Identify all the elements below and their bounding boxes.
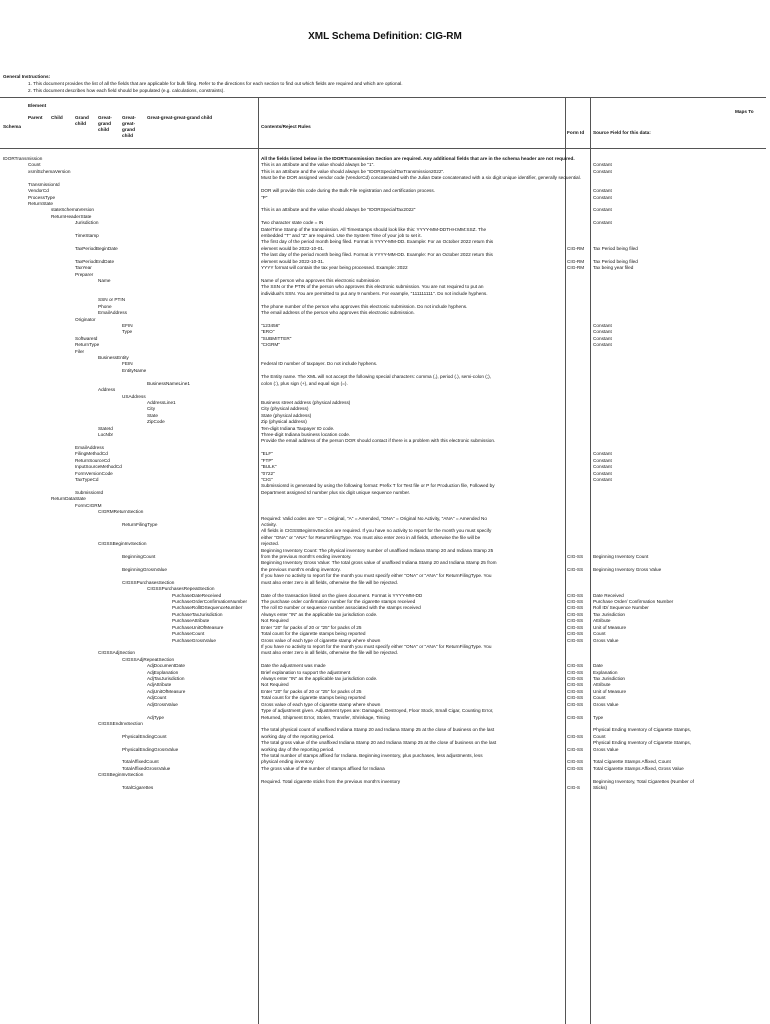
content-rule: Zip (physical address) — [261, 419, 307, 425]
content-rule: The total number of stamps affixed for Indiana. Beginning inventory, plus purchases, less adjustments, less — [261, 753, 483, 759]
content-rule: Three-digit Indiana business location code. — [261, 432, 351, 438]
content-rule: The gross value of the number of stamps affixed for Indiana — [261, 765, 385, 771]
element-name: PurchaseDateReceived — [172, 592, 222, 598]
content-rule: physical ending inventory — [261, 759, 314, 765]
source-field: Physical Ending Inventory of Cigarette Stamps, — [593, 727, 691, 733]
form-id: CIG-SS — [567, 733, 584, 739]
content-rule: If you have no activity to report for the month you must specify either "ONA" or "ANA" for ReturnFilingType. You — [261, 643, 492, 649]
element-name: Preparer — [75, 271, 94, 277]
source-field: Explanation — [593, 669, 618, 675]
element-name: FilingMethodCd — [75, 451, 108, 457]
content-rule: This is an attribute and the value should always be "IDORSpecialTaxTransmission2022". — [261, 168, 445, 174]
source-field: Roll ID/ Sequence Number — [593, 605, 649, 611]
content-rule: This is an attribute and the value should always be "IDORSpecialTax2022" — [261, 207, 416, 213]
element-name: BusinessEntity — [98, 355, 129, 361]
element-name: Address — [98, 387, 116, 393]
source-field: Tax Jurisdiction — [593, 676, 626, 682]
content-rule: Name of person who approves this electronic submission — [261, 277, 380, 283]
content-rule: Must be the DOR assigned vendor code (VendorCd) concatenated with the Julian Date concatenated with a six digit unique identifier, generally sequential. — [261, 175, 581, 181]
header-ggg-child: Great-great-grand child — [122, 115, 136, 138]
header-form-id: Form Id — [567, 130, 585, 135]
element-name: TaxTypeCd — [75, 477, 99, 482]
source-field: Constant — [593, 168, 612, 174]
element-name: PhysicalEndingCount — [122, 733, 167, 739]
content-rule: Date the adjustment was made — [261, 663, 326, 669]
content-rule: If you have no activity to report for the month you must specify either "ONA" or "ANA" for ReturnFilingType. You — [261, 573, 492, 579]
content-rule: The phone number of the person who approves this electronic submission. Do not include hyphens. — [261, 303, 468, 309]
element-name: CIGSSEndInvSection — [98, 720, 143, 726]
source-field: Date — [593, 663, 603, 669]
content-rule: The purchase order confirmation number for the cigarette stamps received — [261, 598, 416, 604]
header-element: Element — [28, 103, 47, 108]
column-rule-form-id — [565, 97, 566, 1024]
content-rule: Beginning Inventory Gross Value: The total gross value of unaffixed Indiana Stamp 20 and Indiana Stamp 25 from — [261, 560, 497, 566]
content-rule: working day of the reporting period. — [261, 733, 335, 739]
form-id: CIG-SS — [567, 746, 584, 752]
element-name: ReturnFilingType — [122, 521, 158, 527]
element-name: ReturnHeaderState — [51, 213, 92, 219]
element-name: TransmissionId — [28, 181, 60, 187]
element-name: AdjExplanation — [147, 669, 179, 675]
element-name: AdjUnitOfMeasure — [147, 688, 186, 694]
element-name: Phone — [98, 303, 112, 309]
source-field: Purchase Order/ Confirmation Number — [593, 598, 674, 604]
element-name: CIGSSPurchasesRepeatSection — [147, 586, 215, 592]
element-name: AddressLine1 — [147, 399, 176, 405]
source-field: Unit of Measure — [593, 688, 627, 694]
content-rule: Always enter "IN" as the applicable tax jurisdiction code. — [261, 611, 378, 617]
source-field: Type — [593, 714, 604, 720]
general-instruction-2: 2. This document describes how each field should be populated (e.g. calculations, constraints). — [28, 88, 225, 93]
content-rule: embedded "T" and "Z" are required. Use the System Time of your job to set it. — [261, 233, 422, 239]
source-field: Constant — [593, 329, 612, 335]
element-name: VendorCd — [28, 188, 49, 194]
content-rule: Provide the email address of the person DOR should contact if there is a problem with this electronic submission. — [261, 438, 496, 444]
form-id: CIG-SS — [567, 759, 584, 765]
content-rule: element would be 2022-10-01. — [261, 245, 325, 251]
element-name: AdjGrossValue — [147, 701, 178, 707]
header-schema: Schema — [3, 124, 21, 129]
element-name: PurchaseCount — [172, 631, 205, 637]
source-field: Gross Value — [593, 746, 619, 752]
content-rule: Not Required — [261, 682, 289, 688]
source-field: Beginning Inventory Count — [593, 554, 649, 560]
element-name: CIGSSAdjRepeatSection — [122, 656, 175, 662]
element-name: FEIN — [122, 361, 133, 367]
element-name: AdjAttribute — [147, 682, 172, 688]
source-field: Constant — [593, 194, 612, 200]
element-name: PurchaseRollIDSequenceNumber — [172, 605, 243, 611]
content-rule: individual's SSN. You are permitted to put any 9 numbers. For example, "111111111". Do not include hyphens. — [261, 290, 488, 296]
content-rule: Federal ID number of taxpayer. Do not include hyphens. — [261, 361, 378, 367]
element-name: TotalAffixedCount — [122, 759, 159, 765]
source-field: Constant — [593, 451, 612, 457]
element-name: ZipCode — [147, 419, 165, 425]
source-field: Beginning Inventory Gross Value — [593, 566, 662, 572]
element-name: ReturnSourceCd — [75, 457, 110, 463]
content-rule: Gross value of each type of cigarette stamp where shown — [261, 637, 381, 643]
element-name: EmailAddress — [98, 310, 127, 316]
content-rule: Beginning Inventory Count: The physical inventory number of unaffixed Indiana Stamp 20 and Indiana Stamp 25 — [261, 547, 494, 553]
element-name: AdjCount — [147, 695, 167, 701]
content-rule: State (physical address) — [261, 412, 312, 418]
content-rule: "P" — [261, 194, 268, 200]
form-id: CIG-SS — [567, 611, 584, 617]
content-rule: This is an attribute and the value should always be "1". — [261, 162, 375, 168]
header-maps-to: Maps To — [735, 109, 754, 114]
content-rule: "ERO" — [261, 329, 275, 335]
content-rule: either "ONA" or "ANA" for ReturnFilingType. You must also enter zero in all fields, otherwise the file will be — [261, 534, 481, 540]
element-name: ReturnDataState — [51, 496, 86, 502]
content-rule: Brief explanation to support the adjustment — [261, 669, 351, 675]
element-name: PurchaseTaxJurisdiction — [172, 611, 223, 617]
element-name: State — [147, 412, 158, 418]
element-name: CIGSSBeginInvSection — [98, 541, 147, 547]
source-field: Tax Jurisdiction — [593, 611, 626, 617]
general-instructions-label: General Instructions: — [3, 74, 51, 79]
element-name: IDORTransmission — [3, 156, 43, 161]
element-name: CIGSBeginInvSection — [98, 772, 144, 778]
element-name: FormVersionCode — [75, 470, 113, 476]
content-rule: rejected. — [261, 541, 279, 547]
source-field: Constant — [593, 464, 612, 470]
source-field: Constant — [593, 335, 612, 341]
content-rule: "CIGRM" — [261, 342, 280, 348]
element-name: AdjDocumentDate — [147, 663, 186, 669]
element-name: SubmissionId — [75, 489, 104, 495]
form-id: CIG-RM — [567, 245, 585, 251]
content-rule: The total gross value of the unaffixed Indiana Stamp 20 and Indiana Stamp 25 at the close of business on the last — [261, 740, 497, 746]
element-name: SoftwareId — [75, 335, 98, 341]
content-rule: City (physical address) — [261, 406, 309, 412]
form-id: CIG-SS — [567, 695, 584, 701]
form-id: CIG-SS — [567, 592, 584, 598]
source-field: Tax Period being filed — [593, 245, 638, 251]
source-field: Attribute — [593, 618, 611, 624]
form-id: CIG-SS — [567, 688, 584, 694]
content-rule: The SSN or the PTIN of the person who approves this electronic submission. You are not required to put an — [261, 284, 484, 290]
element-name: PhysicalEndingGrossValue — [122, 746, 179, 752]
element-name: EFIN — [122, 322, 133, 328]
content-rule: All the fields listed below in the IDORTransmission Section are required. Any additional fields that are in the schema header are not required. — [261, 156, 575, 161]
source-field: Gross Value — [593, 701, 619, 707]
element-name: ReturnType — [75, 342, 100, 348]
element-name: Count — [28, 162, 41, 168]
element-name: SSN or PTIN — [98, 297, 126, 303]
content-rule: Total count for the cigarette stamps being reported — [261, 695, 366, 701]
source-field: Tax Period being filed — [593, 258, 638, 264]
content-rule: "ELF" — [261, 451, 273, 457]
element-name: Name — [98, 277, 111, 283]
source-field: Total Cigarette Stamps Affixed, Count — [593, 759, 671, 765]
form-id: CIG-SS — [567, 714, 584, 720]
source-field: Constant — [593, 220, 612, 226]
element-name: StateId — [98, 425, 113, 431]
source-field: Total Cigarette Stamps Affixed, Gross Value — [593, 765, 684, 771]
content-rule: The first day of the period month being filed. Format is YYYY-MM-DD. Example: For an October 2022 return this — [261, 239, 494, 245]
content-rule: Required: Valid codes are "O" = Original, "A" = Amended, "ONA" = Original No Activity, "ANA" = Amended No — [261, 515, 488, 521]
element-name: BusinessNameLine1 — [147, 380, 190, 386]
element-name: Jurisdiction — [75, 220, 99, 226]
element-name: CIGRMReturnSection — [98, 509, 144, 515]
element-name: EmailAddress — [75, 444, 104, 450]
form-id: CIG-SS — [567, 605, 584, 611]
content-rule: the previous month's ending inventory. — [261, 566, 341, 572]
content-rule: Returned, Shipment Error, Stolen, Transfer, Shrinkage, Timing — [261, 714, 390, 720]
content-rule: Total count for the cigarette stamps being reported — [261, 631, 366, 637]
element-name: stateSchemaVersion — [51, 207, 94, 213]
content-rule: Enter "20" for packs of 20 or "25" for packs of 25 — [261, 624, 362, 630]
element-name: EntityName — [122, 367, 147, 373]
element-name: InputSourceMethodCd — [75, 464, 122, 470]
source-field: Tax being year filed — [593, 265, 634, 271]
source-field: Sticks) — [593, 785, 608, 791]
element-name: PurchaseAttribute — [172, 618, 210, 624]
source-field: Constant — [593, 457, 612, 463]
form-id: CIG-RM — [567, 258, 585, 264]
content-rule: Business street address (physical address) — [261, 399, 351, 405]
element-name: PurchaseOrderConfirmationNumber — [172, 598, 248, 604]
element-name: BeginningGrossValue — [122, 566, 167, 572]
source-field: Constant — [593, 322, 612, 328]
column-rule-source — [590, 97, 591, 1024]
element-name: BeginningCount — [122, 554, 156, 560]
content-rule: The email address of the person who approves this electronic submission. — [261, 310, 415, 316]
element-name: TotalCigarettes — [122, 785, 154, 791]
source-field: Date Received — [593, 592, 624, 598]
element-name: AdjTaxJurisdiction — [147, 676, 185, 682]
content-rule: The roll ID number or sequence number associated with the stamps received — [261, 605, 421, 611]
content-rule: Two character state code = IN — [261, 220, 324, 226]
source-field: Constant — [593, 188, 612, 194]
content-rule: Department assigned Id number plus six digit unique sequence number. — [261, 489, 411, 495]
content-rule: The total physical count of unaffixed Indiana Stamp 20 and Indiana Stamp 25 at the close of business on the last — [261, 727, 495, 733]
content-rule: working day of the reporting period. — [261, 746, 335, 752]
element-name: AdjType — [147, 714, 164, 720]
element-name: ProcessType — [28, 194, 56, 200]
form-id: CIG-SS — [567, 554, 584, 560]
content-rule: Not Required — [261, 618, 289, 624]
source-field: Unit of Measure — [593, 624, 627, 630]
general-instruction-1: 1. This document provides the list of all the fields that are applicable for bulk filing. Refer to the directions for each section to find out which fields are required and which are optional. — [28, 81, 403, 86]
form-id: CIG-SS — [567, 598, 584, 604]
form-id: CIG-SS — [567, 663, 584, 669]
content-rule: Ten-digit Indiana Taxpayer ID code. — [261, 425, 335, 431]
element-name: CIGSSAdjSection — [98, 650, 135, 656]
header-grand-child: Grand child — [75, 115, 89, 126]
form-id: CIG-SS — [567, 631, 584, 637]
content-rule: DOR will provide this code during the Bulk File registration and certification process. — [261, 188, 436, 194]
header-child: Child — [51, 115, 63, 120]
header-source-field: Source Field for this data: — [593, 130, 651, 135]
element-name: TotalAffixedGrossValue — [122, 765, 171, 771]
content-rule: "FTP" — [261, 457, 274, 463]
page-title: XML Schema Definition: CIG-RM — [308, 31, 462, 42]
content-rule: All fields in CIGSSBeginInvSection are required. If you have no activity to report for the month you must specify — [261, 528, 492, 534]
source-field: Beginning Inventory, Total Cigarettes (Number of — [593, 778, 694, 784]
content-rule: Date/Time Stamp of the transmission. All Timestamps should look like this: YYYY-MM-DDTHH:MM:SSZ. The — [261, 226, 487, 232]
source-field: Physical Ending Inventory of Cigarette Stamps, — [593, 740, 691, 746]
element-name: xsmlSchemaVersion — [28, 168, 71, 174]
header-great-grand-child: Great-grand child — [98, 115, 112, 132]
element-name: City — [147, 406, 156, 412]
form-id: CIG-SS — [567, 701, 584, 707]
source-field: Constant — [593, 477, 612, 482]
header-parent: Parent — [28, 115, 43, 120]
form-id: CIG-SS — [567, 682, 584, 688]
content-rule: The Entity name. The XML will not accept the following special characters: comma (,), period (.), semi-colon (;), — [261, 374, 492, 380]
header-divider-top — [0, 97, 766, 98]
content-rule: Enter "20" for packs of 20 or "25" for packs of 25 — [261, 688, 362, 694]
element-name: ReturnState — [28, 200, 54, 206]
element-name: TaxPeriodBeginDate — [75, 245, 118, 251]
element-name: PurchaseGrossValue — [172, 637, 216, 643]
content-rule: "CIG" — [261, 477, 273, 482]
source-field: Attribute — [593, 682, 611, 688]
element-name: Type — [122, 329, 133, 335]
content-rule: must also enter zero in all fields, otherwise the file will be rejected. — [261, 579, 399, 585]
content-rule: "SUBMITTER" — [261, 335, 292, 341]
element-name: PurchaseUnitOfMeasure — [172, 624, 224, 630]
element-name: FormCIGRM — [75, 502, 102, 508]
source-field: Constant — [593, 162, 612, 168]
element-name: Filer — [75, 348, 85, 354]
source-field: Gross Value — [593, 637, 619, 643]
element-name: TaxPeriodEndDate — [75, 258, 115, 264]
header-divider-bottom — [0, 148, 766, 149]
form-id: CIG-SS — [567, 676, 584, 682]
form-id: CIG-SS — [567, 765, 584, 771]
form-id: CIG-SS — [567, 624, 584, 630]
content-rule: element would be 2022-10-31. — [261, 258, 325, 264]
form-id: CIG-SS — [567, 566, 584, 572]
content-rule: YYYY format will contain the tax year being processed. Example: 2022 — [261, 265, 408, 271]
element-name: USAddress — [122, 393, 146, 399]
source-field: Count — [593, 631, 606, 637]
source-field: Constant — [593, 342, 612, 348]
source-field: Constant — [593, 207, 612, 213]
content-rule: Activity. — [261, 521, 277, 527]
header-contents: Contents/Reject Rules — [261, 124, 311, 129]
content-rule: colon (:), plus sign (+), and equal sign (=). — [261, 380, 348, 386]
source-field: Count — [593, 733, 606, 739]
form-id: CIG-S — [567, 785, 581, 791]
content-rule: Gross value of each type of cigarette stamp where shown — [261, 701, 381, 707]
content-rule: "123456" — [261, 322, 280, 328]
content-rule: Required. Total cigarette sticks from the previous month's inventory — [261, 778, 401, 784]
form-id: CIG-SS — [567, 637, 584, 643]
content-rule: "0722" — [261, 470, 275, 476]
content-rule: from the previous month's ending inventory. — [261, 554, 352, 560]
element-name: Originator — [75, 316, 96, 322]
content-rule: Always enter "IN" as the applicable tax jurisdiction code. — [261, 676, 378, 682]
form-id: CIG-SS — [567, 618, 584, 624]
column-rule-contents — [258, 97, 259, 1024]
element-name: TaxYear — [75, 265, 92, 271]
source-field: Constant — [593, 470, 612, 476]
form-id: CIG-SS — [567, 669, 584, 675]
content-rule: "BULK" — [261, 464, 277, 470]
element-name: TimeStamp — [75, 233, 99, 239]
element-name: CIGSSPurchasesSection — [122, 579, 175, 585]
content-rule: must also enter zero in all fields, otherwise the file will be rejected. — [261, 650, 399, 656]
content-rule: The last day of the period month being filed. Format is YYYY-MM-DD. Example: For an October 2022 return this — [261, 252, 493, 258]
source-field: Count — [593, 695, 606, 701]
content-rule: Type of adjustment given. Adjustment types are: Damaged, Destroyed, Floor Stock, Small Cigar, Counting Error, — [261, 708, 494, 714]
element-name: LocNbr — [98, 432, 114, 438]
content-rule: SubmissionId is generated by using the following format: Prefix T for Test file or P for Production file, Followed by — [261, 483, 495, 489]
form-id: CIG-RM — [567, 265, 585, 271]
content-rule: Date of the transaction listed on the given document. Format is YYYY-MM-DD — [261, 592, 423, 598]
header-gggg-child: Great-great-great-grand child — [147, 115, 213, 120]
